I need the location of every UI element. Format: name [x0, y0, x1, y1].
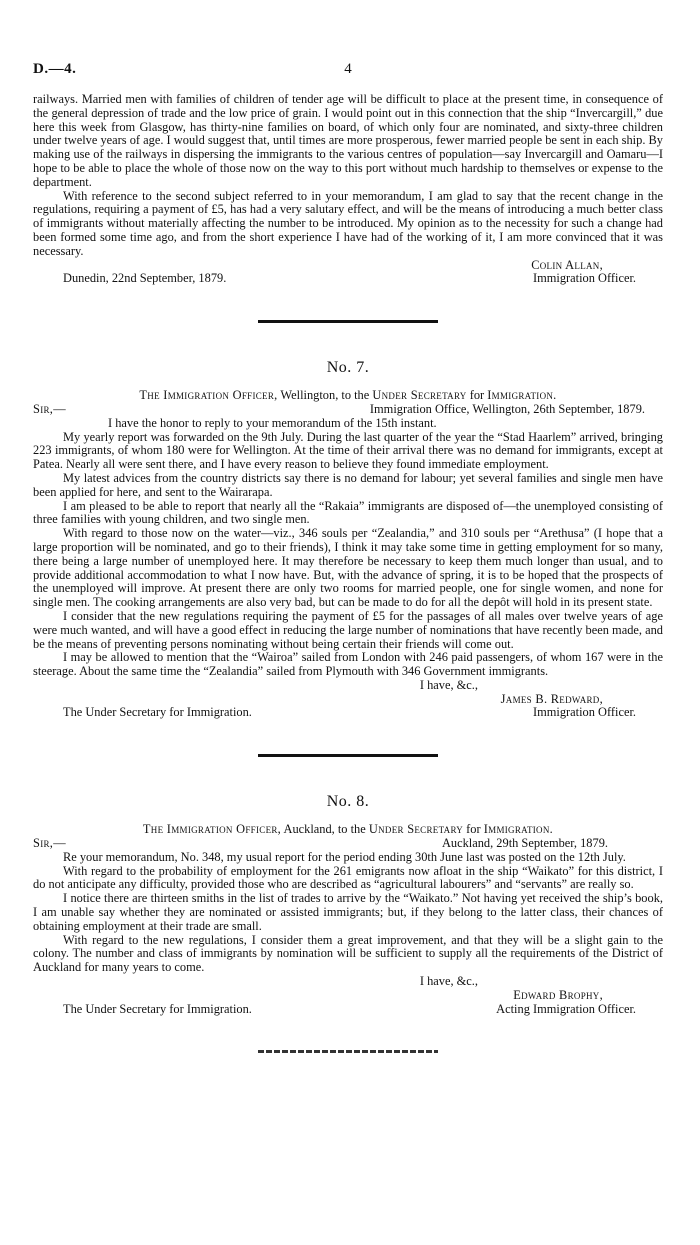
- letter-8-place: Auckland, to the: [281, 822, 369, 837]
- printer-mark: [258, 1050, 438, 1053]
- letter-7-dept: Immigration.: [487, 388, 557, 403]
- letter-7-from: The Immigration Officer,: [139, 388, 278, 403]
- allan-title: Immigration Officer.: [533, 271, 636, 286]
- page-number: 4: [344, 61, 352, 77]
- letter-8-footer-row: [33, 1003, 663, 1017]
- letter-8-salutation: Sir,—: [33, 836, 66, 851]
- section-divider: [258, 754, 438, 757]
- letter-7-salutation: Sir,—: [33, 401, 66, 416]
- letter-8-signature-row: [33, 989, 663, 1003]
- letter-7-closing-row: [33, 679, 663, 693]
- letter-8-paragraph: Re your memorandum, No. 348, my usual report for the period ending 30th June last was posted on the 12th July.: [63, 849, 626, 864]
- letter-7-paragraph: My yearly report was forwarded on the 9th July. During the last quarter of the year the “Stad Haarlem” arrived, bringing 223 immigrants, of whom 180 were for Wellington. At the time of their arrival there was no demand for immigrants, except at Patea. Nearly all were sent there, and I have every reason to believe they found immediate employment.: [33, 429, 663, 472]
- letter-8-signature: Edward Brophy,: [513, 987, 603, 1002]
- letter-8-heading: [33, 823, 663, 837]
- letter-8-for: for: [463, 822, 484, 837]
- letter-number-7: No. 7.: [326, 359, 370, 377]
- letter-7-addressee: The Under Secretary for Immigration.: [63, 705, 252, 720]
- letter-7-paragraph: I am pleased to be able to report that nearly all the “Rakaia” immigrants are disposed of—the unemployed consisting of three families with young children, and two single men.: [33, 498, 663, 527]
- allan-signature: Colin Allan,: [531, 257, 603, 272]
- letter-8-paragraph: I notice there are thirteen smiths in the list of trades to arrive by the “Waikato.” Not having yet received the ship’s book, I am unable say whether they are nominated or assisted immigrants; but, if they belong to the latter class, their chances of obtaining employment at their trade are small.: [33, 891, 663, 933]
- letter-8-addressee: The Under Secretary for Immigration.: [63, 1001, 252, 1016]
- letter-7-signature: James B. Redward,: [500, 691, 603, 706]
- letter-8-paragraph: With regard to the probability of employment for the 261 emigrants now afloat in the ship “Waikato” for this district, I do not anticipate any difficulty, provided those who are described as “agricultural labourers” and “servants” are really so.: [33, 863, 663, 892]
- letter-8-paragraph: With regard to the new regulations, I consider them a great improvement, and that they will be a slight gain to the colony. The number and class of immigrants by nomination will be sufficient to supply all the requirements of the District of Auckland for many years to come.: [33, 932, 663, 975]
- document-body: [33, 93, 663, 1053]
- letter-7-paragraph: I have the honor to reply to your memorandum of the 15th instant.: [108, 415, 437, 430]
- letter-8-title: Acting Immigration Officer.: [496, 1001, 636, 1016]
- section-divider: [258, 320, 438, 323]
- letter-7-paragraph: With regard to those now on the water—viz., 346 souls per “Zealandia,” and 310 souls per “Arethusa” (I hope that a large proportion will be nominated, and go to their friends), I think it may take some time in getting employment for so many, there being a large number of unemployed here. It may therefore be necessary to keep them much longer than usual, and to provide additional accommodation to what I now have. But, with the advance of spring, it is to be hoped that the prospects of the unemployed will improve. At present there are only two rooms for married people, one for single women, and none for single men. The cooking arrangements are also very bad, but can be made to do for all the depôt will hold in its present state.: [33, 526, 663, 610]
- letter-8-to: Under Secretary: [368, 822, 464, 837]
- letter-7-place: Wellington, to the: [277, 388, 373, 403]
- allan-paragraph-1: railways. Married men with families of children of tender age will be difficult to place at the present time, in consequence of the general depression of trade and the low price of grain. I would point out in this connection that the ship “Invercargill,” due here this week from Glasgow, has thirty-nine families on board, of which only four are nominated, and sixty-three children under twelve years of age. I would suggest that, until times are more prosperous, fewer married people be sent in each ship. By making use of the railways in dispersing the immigrants to the various centres of population—say Invercargill and Oamaru—I hope to be able to place the whole of those now on the way to this port without much hardship to themselves or expense to the department.: [33, 92, 663, 189]
- letter-8-salutation-row: [33, 837, 663, 851]
- letter-7-address: Immigration Office, Wellington, 26th September, 1879.: [369, 401, 645, 416]
- letter-7-paragraph: My latest advices from the country districts say there is no demand for labour; yet several families and single men have been applied for here, and sent to the Wairarapa.: [33, 470, 663, 499]
- letter-7-salutation-row: [33, 403, 663, 417]
- letter-7-closing: I have, &c.,: [419, 677, 478, 692]
- letter-8-address: Auckland, 29th September, 1879.: [441, 836, 608, 851]
- letter-7-signature-row: [33, 693, 663, 707]
- letter-7-to: Under Secretary: [372, 388, 467, 403]
- letter-7-paragraph: I consider that the new regulations requiring the payment of £5 for the passages of all males over twelve years of age were much wanted, and will have a good effect in reducing the large number of nominations that have recently been made, and be the means of preventing persons nominating without being certain their friends will come out.: [33, 608, 663, 651]
- letter-7-footer-row: [33, 706, 663, 720]
- allan-signature-row: [33, 259, 663, 273]
- letter-8-from: The Immigration Officer,: [142, 822, 282, 837]
- document-code: D.—4.: [33, 61, 77, 77]
- letter-7-heading: [33, 389, 663, 403]
- letter-8-dept: Immigration.: [483, 822, 554, 837]
- letter-7-paragraph: I may be allowed to mention that the “Wairoa” sailed from London with 246 paid passengers, of whom 167 were in the steerage. About the same time the “Zealandia” sailed from Plymouth with 346 Government immigrants.: [33, 650, 663, 679]
- allan-place-date: Dunedin, 22nd September, 1879.: [63, 271, 227, 286]
- allan-paragraph-2: With reference to the second subject referred to in your memorandum, I am glad to say that the recent change in the regulations, requiring a payment of £5, has had a very salutary effect, and will be the means of introducing a much better class of immigrants without materially affecting the number to be introduced. My opinion as to the necessity for such a change had been formed some time ago, and from the short experience I have had of the working of it, I am more convinced that it was necessary.: [33, 188, 663, 258]
- letter-number-8: No. 8.: [326, 793, 370, 811]
- letter-8-closing: I have, &c.,: [419, 974, 478, 989]
- allan-footer-row: [33, 272, 663, 286]
- letter-7-for: for: [466, 388, 488, 403]
- letter-7-title: Immigration Officer.: [533, 705, 636, 720]
- letter-8-closing-row: [33, 975, 663, 989]
- page-header: [33, 61, 663, 81]
